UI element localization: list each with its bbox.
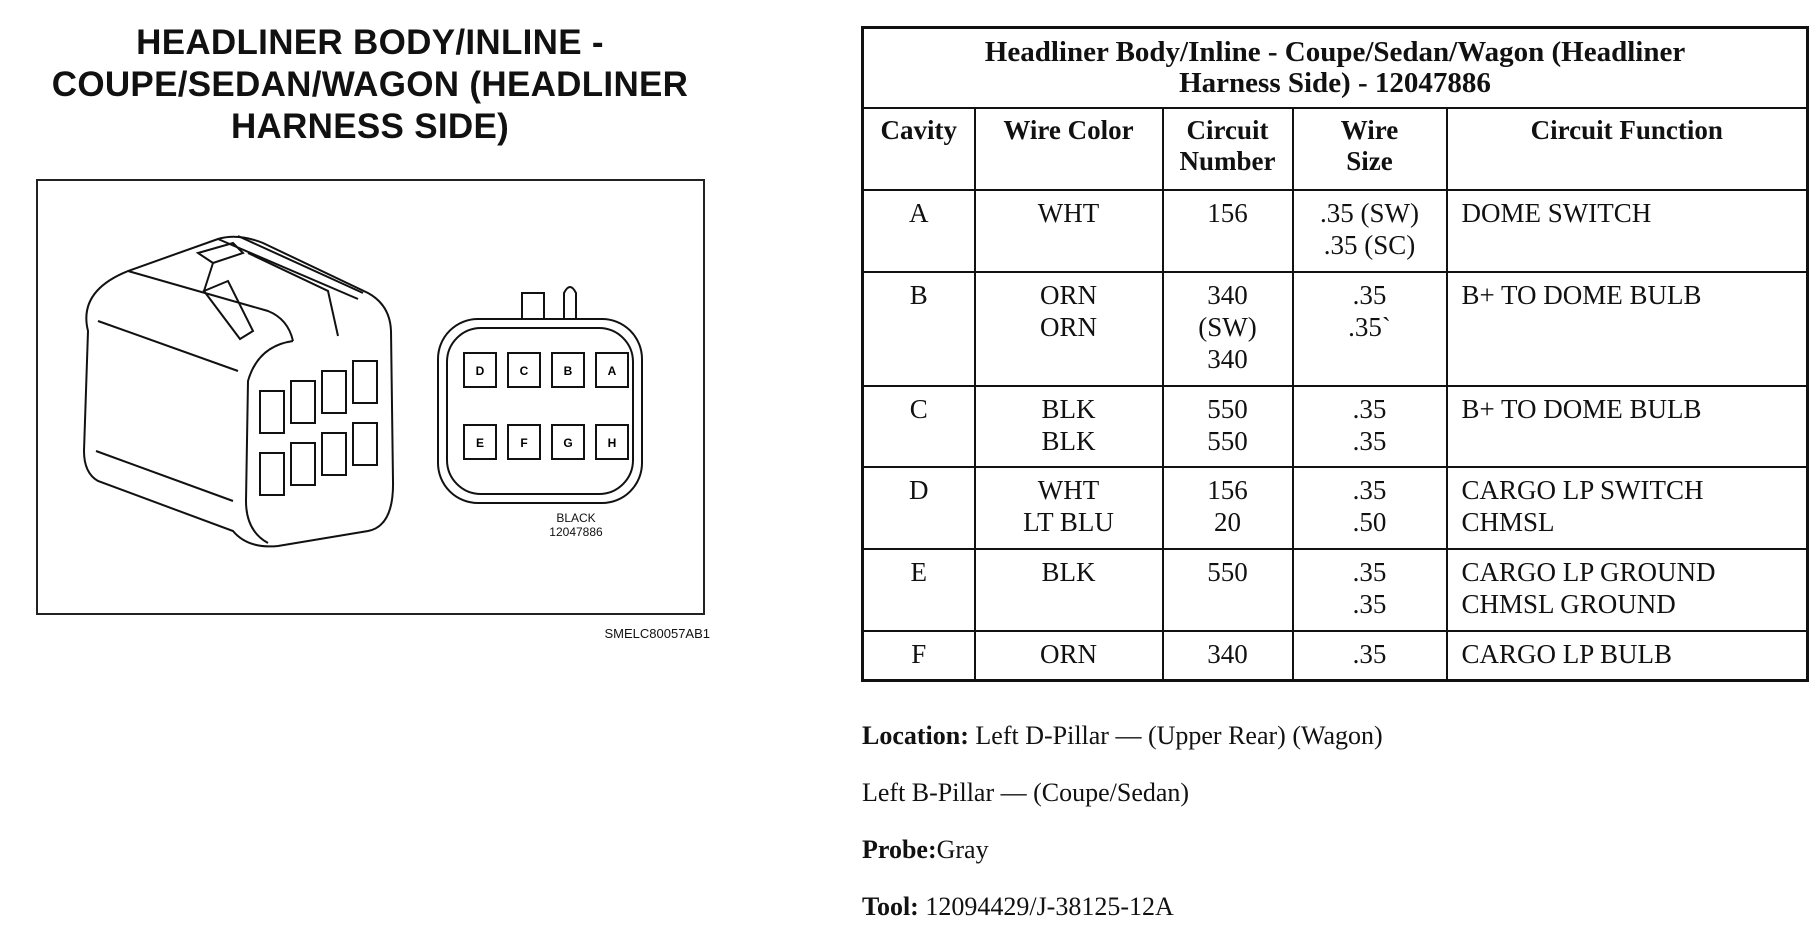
pin-label-c: C [519, 364, 529, 378]
cell-value: 156 [1207, 474, 1248, 505]
location-value: Left D-Pillar — (Upper Rear) (Wagon) [968, 721, 1383, 750]
cell-wire-size [1293, 467, 1447, 549]
pin-label-d: D [475, 364, 485, 378]
pin-label-f: F [520, 436, 528, 450]
cell-value: .35 (SC) [1323, 229, 1416, 260]
cell-value: 340 [1207, 279, 1248, 310]
figure-reference: SMELC80057AB1 [604, 626, 710, 641]
cell-wire-size [1293, 272, 1447, 386]
cell-circuit [1163, 631, 1293, 681]
cell-cavity: F [863, 631, 975, 681]
connector-illustration [38, 181, 703, 613]
cell-value: .35 [1352, 474, 1387, 505]
header-circuit-number [1163, 108, 1293, 190]
cell-value: 340 [1207, 343, 1248, 374]
probe-label: Probe: [862, 835, 937, 864]
cell-value: (SW) [1198, 311, 1257, 342]
cell-circuit [1163, 386, 1293, 467]
table-title-line1: Headliner Body/Inline - Coupe/Sedan/Wagon (Headliner [984, 36, 1686, 68]
tool-value: 12094429/J-38125-12A [918, 892, 1174, 921]
cell-circuit [1163, 272, 1293, 386]
header-wire-size-line1: Wire [1340, 114, 1399, 145]
header-wire-color: Wire Color [975, 108, 1163, 190]
cell-cavity: E [863, 549, 975, 631]
cell-value: .35 [1352, 425, 1387, 456]
cell-value: ORN [1039, 311, 1097, 342]
cell-value: 550 [1207, 393, 1248, 424]
cell-value: 20 [1214, 506, 1241, 537]
cell-cavity: C [863, 386, 975, 467]
cell-wire-color [975, 190, 1163, 272]
cell-wire-size [1293, 386, 1447, 467]
figure-title-line2: COUPE/SEDAN/WAGON (HEADLINER [51, 65, 689, 104]
tool-label: Tool: [862, 892, 919, 921]
connector-face-drawing [438, 287, 642, 503]
figure-title-line1: HEADLINER BODY/INLINE - [136, 23, 604, 62]
table-header-row [863, 108, 1808, 190]
pinout-table [861, 26, 1809, 682]
location-line [862, 721, 1383, 751]
cell-value: LT BLU [1023, 506, 1114, 537]
cell-value: BLK [1041, 393, 1096, 424]
table-row [863, 467, 1808, 549]
cell-value: CARGO LP SWITCH [1461, 474, 1704, 505]
connector-caption [506, 511, 646, 539]
tool-line [862, 892, 1174, 922]
table-title-line2: Harness Side) - 12047886 [1179, 67, 1491, 99]
pin-label-b: B [563, 364, 573, 378]
cell-value: B+ TO DOME BULB [1461, 393, 1702, 424]
location-line2: Left B-Pillar — (Coupe/Sedan) [862, 778, 1190, 807]
cell-value: .35 [1352, 638, 1387, 669]
cell-value: ORN [1039, 279, 1097, 310]
cell-value: CHMSL GROUND [1461, 588, 1676, 619]
table-title [863, 28, 1808, 108]
cell-value: ORN [1039, 638, 1097, 669]
cell-wire-color [975, 549, 1163, 631]
cell-value: 550 [1207, 425, 1248, 456]
cell-wire-size [1293, 190, 1447, 272]
cell-value: .50 [1352, 506, 1387, 537]
header-circuit-function: Circuit Function [1447, 108, 1808, 190]
cell-function [1447, 549, 1808, 631]
cell-function [1447, 272, 1808, 386]
table-row [863, 631, 1808, 681]
cell-wire-size [1293, 631, 1447, 681]
cell-value: .35 [1352, 588, 1387, 619]
cell-function [1447, 386, 1808, 467]
table-row [863, 190, 1808, 272]
pin-label-e: E [475, 436, 485, 450]
cell-wire-color [975, 467, 1163, 549]
cell-wire-color [975, 272, 1163, 386]
table-row [863, 272, 1808, 386]
cell-function [1447, 190, 1808, 272]
cell-circuit [1163, 190, 1293, 272]
probe-line [862, 835, 989, 865]
cell-value: CARGO LP GROUND [1461, 556, 1716, 587]
cell-value: WHT [1037, 197, 1100, 228]
figure-title-line3: HARNESS SIDE) [230, 107, 510, 146]
cell-function [1447, 631, 1808, 681]
connector-body-drawing [84, 236, 393, 546]
cell-function [1447, 467, 1808, 549]
cell-value: CARGO LP BULB [1461, 638, 1673, 669]
cell-value: .35 [1352, 556, 1387, 587]
connector-part-number: 12047886 [549, 525, 603, 539]
connector-figure [36, 179, 705, 615]
table-row [863, 386, 1808, 467]
header-circuit-line1: Circuit [1186, 114, 1269, 145]
cell-value: BLK [1041, 556, 1096, 587]
cell-circuit [1163, 549, 1293, 631]
cell-value: .35 [1352, 393, 1387, 424]
connector-color: BLACK [556, 511, 596, 525]
location-label: Location: [862, 721, 969, 750]
pin-label-a: A [607, 364, 617, 378]
header-wire-size [1293, 108, 1447, 190]
pin-label-h: H [607, 436, 617, 450]
cell-wire-size [1293, 549, 1447, 631]
cell-cavity: B [863, 272, 975, 386]
header-cavity: Cavity [863, 108, 975, 190]
cell-value: 550 [1207, 556, 1248, 587]
cell-cavity: A [863, 190, 975, 272]
cell-value: 340 [1207, 638, 1248, 669]
cell-value: .35 (SW) [1320, 197, 1419, 228]
cell-cavity: D [863, 467, 975, 549]
cell-value: .35 [1352, 279, 1387, 310]
probe-value: Gray [936, 835, 989, 864]
header-wire-size-line2: Size [1346, 145, 1393, 176]
cell-value: BLK [1041, 425, 1096, 456]
cell-value: CHMSL [1461, 506, 1555, 537]
cell-wire-color [975, 631, 1163, 681]
cell-wire-color [975, 386, 1163, 467]
cell-value: WHT [1037, 474, 1100, 505]
cell-value: .35` [1348, 311, 1391, 342]
header-circuit-line2: Number [1179, 145, 1276, 176]
table-row [863, 549, 1808, 631]
cell-value: DOME SWITCH [1461, 197, 1652, 228]
cell-value: 156 [1207, 197, 1248, 228]
cell-circuit [1163, 467, 1293, 549]
figure-title [20, 22, 720, 148]
pin-label-g: G [563, 436, 573, 450]
cell-value: B+ TO DOME BULB [1461, 279, 1702, 310]
